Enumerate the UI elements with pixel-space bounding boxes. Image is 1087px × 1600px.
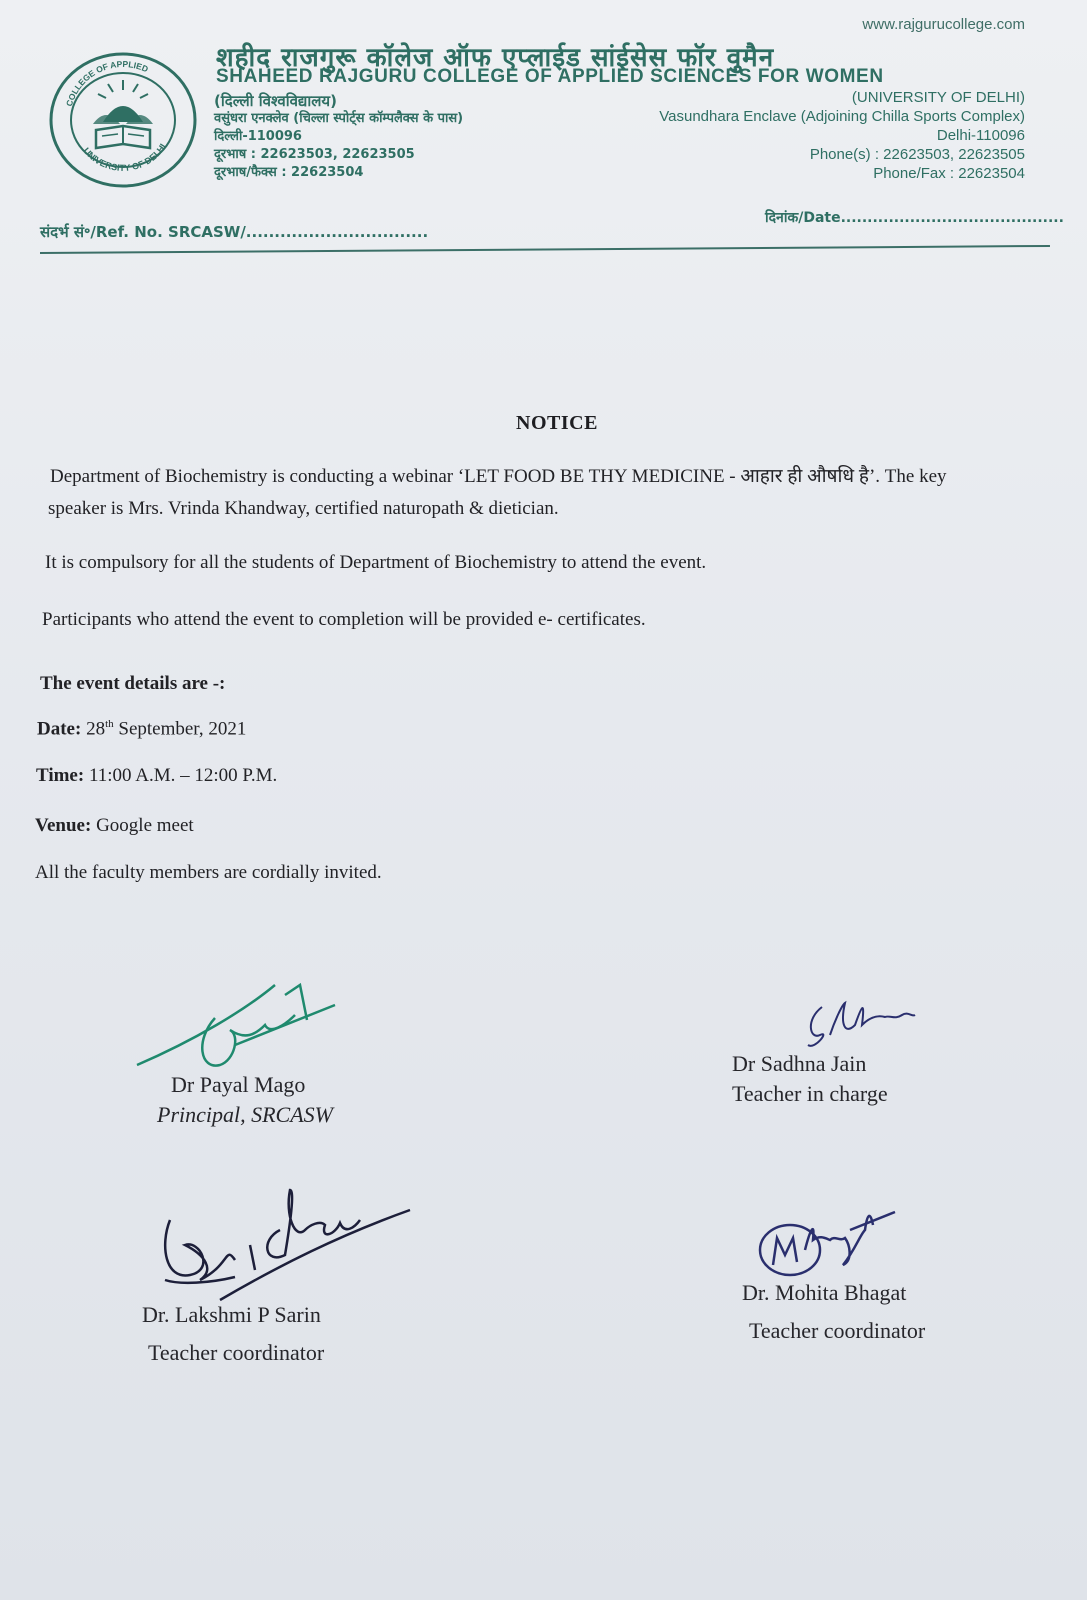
notice-title: NOTICE: [516, 412, 598, 434]
signatory-name-1: Dr Payal Mago: [171, 1072, 306, 1097]
event-time-value: 11:00 A.M. – 12:00 P.M.: [88, 765, 278, 786]
address-english-line2: Delhi-110096: [936, 127, 1025, 144]
fax-hindi: दूरभाष/फैक्स : 22623504: [214, 165, 364, 180]
event-time: [36, 765, 277, 787]
fax-english: Phone/Fax : 22623504: [873, 165, 1025, 182]
paragraph-2: It is compulsory for all the students of Department of Biochemistry to attend the event.: [45, 552, 707, 573]
signature-payal-mago: [135, 980, 355, 1080]
address-english-block: [659, 88, 1025, 183]
signature-lakshmi-sarin: [160, 1185, 420, 1315]
college-name-hindi: शहीद राजगुरू कॉलेज ऑफ एप्लाईड सांईसेस फॉर वुमैन: [216, 43, 775, 73]
event-details-heading: The event details are -:: [40, 673, 226, 694]
signatory-role-2: Teacher in charge: [732, 1081, 888, 1106]
reference-number: संदर्भ सं॰/Ref. No. SRCASW/................................: [40, 223, 429, 241]
event-venue: [35, 815, 194, 837]
college-name-english: SHAHEED RAJGURU COLLEGE OF APPLIED SCIENCES FOR WOMEN: [216, 66, 884, 87]
address-hindi-block: [214, 92, 463, 182]
svg-text:COLLEGE OF APPLIED: COLLEGE OF APPLIED: [63, 58, 150, 108]
signatory-role-3: Teacher coordinator: [148, 1340, 325, 1365]
phone-hindi: दूरभाष : 22623503, 22623505: [214, 147, 415, 162]
college-logo: [48, 50, 198, 190]
closing-line: All the faculty members are cordially invited.: [35, 862, 382, 883]
website-url: www.rajgurucollege.com: [862, 16, 1025, 33]
signature-mohita-bhagat: [755, 1200, 905, 1290]
signatory-name-4: Dr. Mohita Bhagat: [742, 1280, 907, 1305]
address-hindi-line1: वसुंधरा एनक्लेव (चिल्ला स्पोर्ट्स कॉम्पलैक्स के पास): [214, 111, 464, 126]
address-hindi-line2: दिल्ली-110096: [214, 129, 302, 144]
signatory-name-2: Dr Sadhna Jain: [732, 1051, 867, 1076]
event-time-label: Time:: [36, 765, 85, 786]
date-field: दिनांक/Date..........................................: [765, 210, 1064, 226]
event-date-day: 28: [86, 718, 106, 740]
event-date-suffix: th: [105, 718, 114, 730]
university-english: (UNIVERSITY OF DELHI): [851, 89, 1025, 106]
phone-english: Phone(s) : 22623503, 22623505: [809, 146, 1025, 163]
event-venue-value: Google meet: [96, 815, 194, 836]
address-english-line1: Vasundhara Enclave (Adjoining Chilla Sports Complex): [659, 108, 1025, 125]
event-date-label: Date:: [37, 718, 82, 740]
paragraph-1-line-2: speaker is Mrs. Vrinda Khandway, certified naturopath & dietician.: [48, 498, 559, 519]
event-date: [37, 718, 246, 740]
event-venue-label: Venue:: [35, 815, 92, 836]
event-date-rest: September, 2021: [118, 718, 247, 740]
paragraph-3: Participants who attend the event to completion will be provided e- certificates.: [42, 609, 646, 630]
header-divider: [40, 245, 1050, 254]
svg-text:UNIVERSITY OF DELHI: UNIVERSITY OF DELHI: [81, 141, 168, 173]
signatory-role-4: Teacher coordinator: [749, 1318, 926, 1343]
signatory-name-3: Dr. Lakshmi P Sarin: [142, 1302, 321, 1327]
university-hindi: (दिल्ली विश्वविद्यालय): [214, 92, 337, 110]
paragraph-1-line-1: Department of Biochemistry is conducting a webinar ‘LET FOOD BE THY MEDICINE - आहार ही औषधि है’. The key: [50, 466, 947, 487]
signatory-role-1: Principal, SRCASW: [157, 1102, 333, 1127]
